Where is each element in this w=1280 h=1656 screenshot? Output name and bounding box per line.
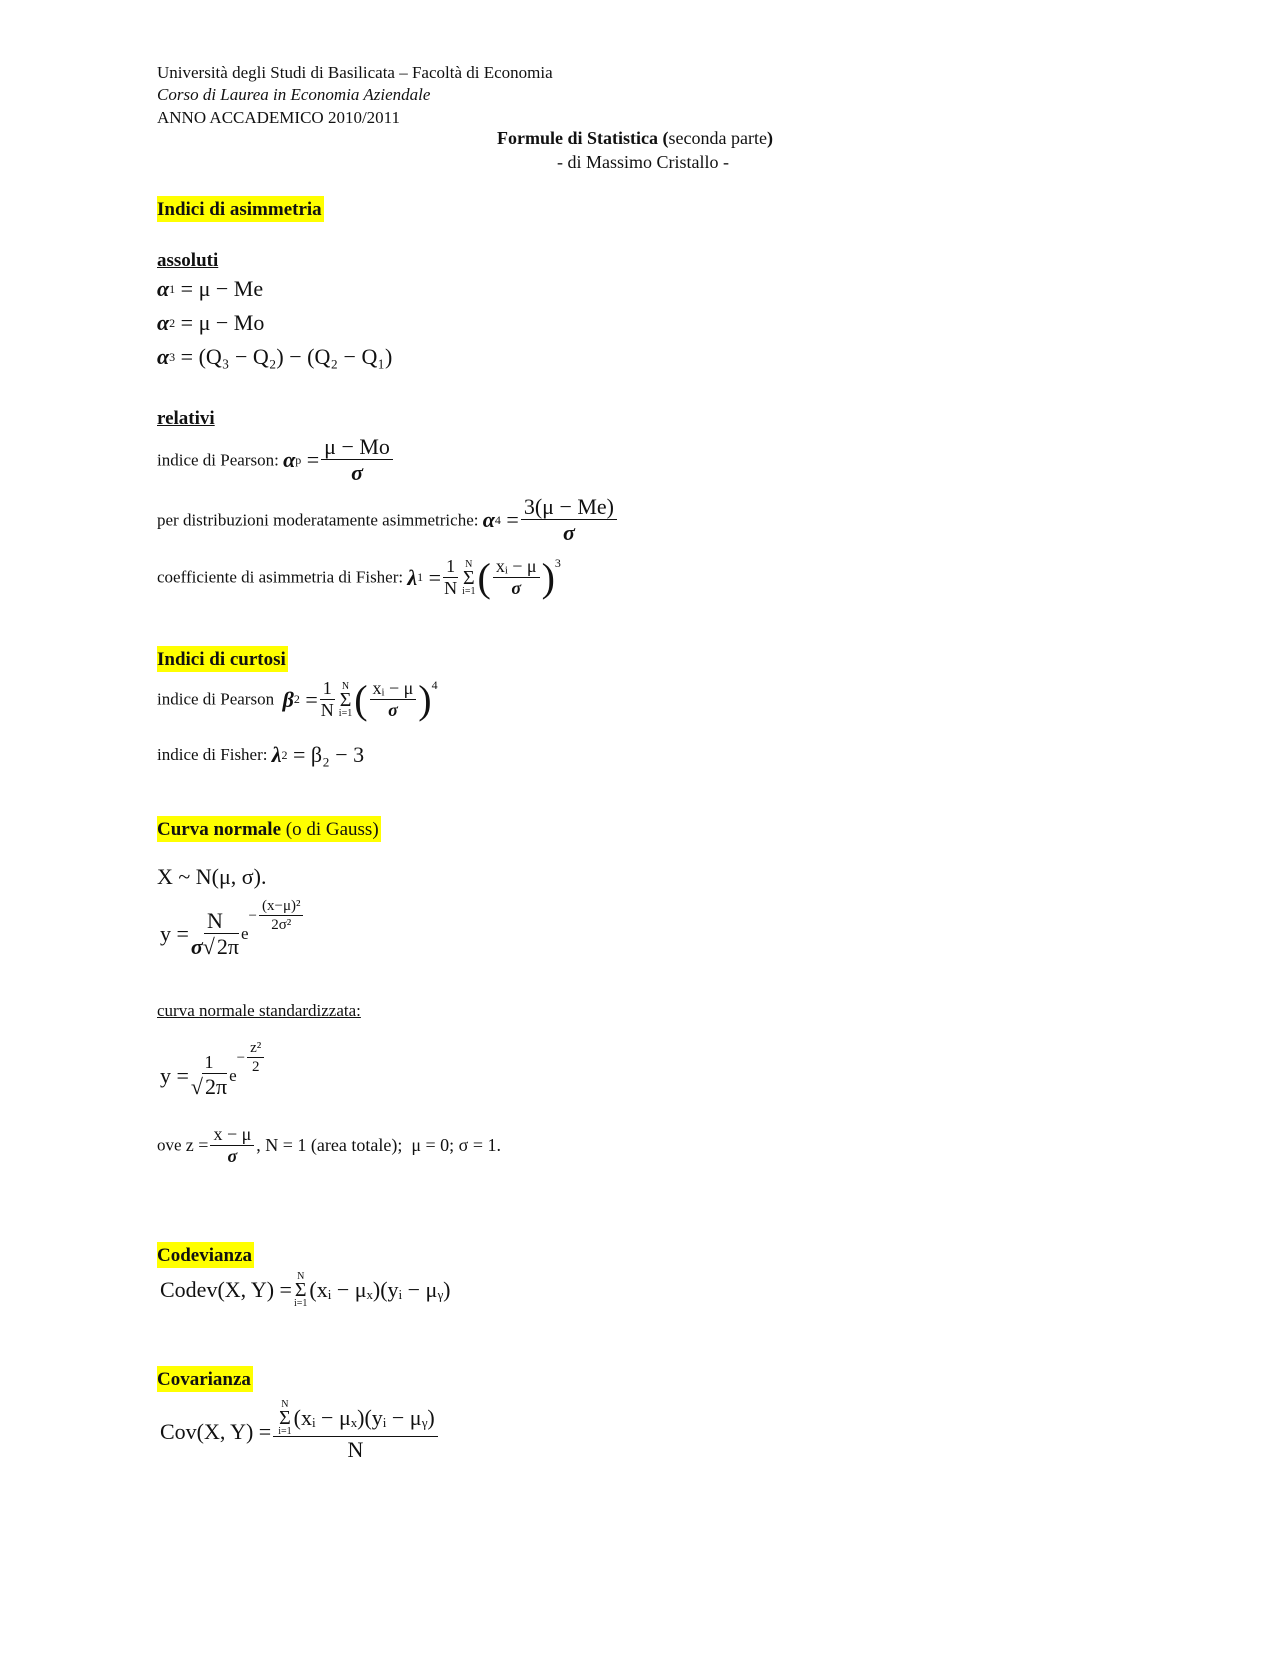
sym: α	[283, 447, 296, 473]
sum-top: N	[297, 1271, 305, 1282]
denominator: σ	[511, 577, 522, 598]
author: - di Massimo Cristallo -	[557, 152, 729, 172]
minus: −	[236, 1049, 246, 1066]
rhs: (xᵢ − μₓ)(yᵢ − μᵧ)	[293, 1405, 435, 1431]
sub: p	[295, 452, 302, 467]
heading-curtosi	[157, 649, 288, 671]
sum-bottom: i=1	[338, 707, 353, 719]
heading-text: Curva normale	[157, 819, 282, 840]
rest: , N = 1 (area totale);	[256, 1135, 403, 1156]
subheading-assoluti	[157, 250, 218, 272]
denominator: N	[347, 1437, 364, 1462]
sum-icon: Σ	[294, 1279, 307, 1301]
numerator: 3(μ − Me)	[521, 494, 617, 520]
exp-numerator: z²	[247, 1040, 264, 1058]
sub: 4	[494, 512, 501, 527]
formula-gauss: y = $\frac{N}{\sigma√2\pi}$ e − $\frac{\text{(x−μ)²}}{\text{2σ²}}$	[160, 908, 305, 961]
numerator: x − μ	[210, 1124, 254, 1146]
eq: =	[305, 686, 318, 712]
mu-value: μ = 0;	[411, 1135, 455, 1156]
sym: α	[157, 344, 170, 369]
formula-cov	[160, 1400, 440, 1463]
sub: 2	[293, 692, 300, 707]
e: e	[229, 1066, 237, 1086]
heading-text: Codevianza	[157, 1242, 254, 1268]
heading-covarianza	[157, 1369, 253, 1391]
minus: −	[248, 907, 257, 924]
subheading-text: relativi	[157, 408, 215, 429]
sub: 2	[169, 315, 176, 330]
sub: 3	[169, 349, 176, 364]
numerator: 1	[202, 1052, 217, 1074]
exp-denominator: 2σ²	[271, 917, 292, 934]
rhs: = μ − Me	[180, 276, 264, 301]
title-part: seconda parte	[668, 128, 767, 148]
n: N	[320, 699, 334, 720]
e: e	[240, 924, 249, 944]
sum-bottom: i=1	[278, 1426, 292, 1437]
formula-moderate	[157, 494, 619, 547]
sum-top: N	[341, 680, 350, 692]
std-label	[157, 1001, 361, 1021]
denominator: σ	[388, 699, 398, 720]
sum-icon: Σ	[339, 688, 352, 711]
sum-bottom: i=1	[293, 1298, 308, 1309]
subheading-relativi	[157, 408, 215, 430]
sum-bottom: i=1	[462, 585, 476, 597]
heading-asimmetria	[157, 199, 324, 221]
sym: β	[282, 686, 294, 712]
dist: X ~ N(μ, σ).	[157, 864, 267, 889]
lhs: Codev(X, Y) =	[160, 1277, 292, 1302]
z: z =	[185, 1135, 209, 1156]
exp-numerator: (x−μ)²	[259, 898, 304, 916]
n: N	[444, 577, 458, 598]
eq: =	[506, 507, 519, 533]
sub: 1	[417, 570, 424, 585]
subheading-text: assoluti	[157, 250, 219, 271]
lhs: y =	[160, 921, 189, 947]
rhs: = μ − Mo	[180, 310, 265, 335]
academic-year: ANNO ACCADEMICO 2010/2011	[157, 108, 401, 127]
exp-denominator: 2	[251, 1059, 260, 1076]
rhs: = β₂ − 3	[293, 742, 365, 767]
sym: λ	[271, 742, 282, 767]
denominator: σ	[227, 1145, 238, 1166]
root: 2π	[216, 934, 239, 960]
formula-alpha1	[157, 276, 263, 302]
sum-top: N	[281, 1399, 289, 1410]
formula-fisher-kurt	[157, 742, 364, 768]
one: 1	[320, 678, 335, 700]
rhs: = (Q₃ − Q₂) − (Q₂ − Q₁)	[180, 344, 393, 369]
formula-alpha2	[157, 310, 264, 336]
formula-normal-dist	[157, 864, 266, 890]
eq: =	[428, 564, 442, 590]
eq: =	[306, 447, 320, 473]
heading-text: Indici di asimmetria	[157, 196, 324, 222]
lhs: y =	[160, 1063, 189, 1089]
numerator: xᵢ − μ	[370, 678, 417, 700]
label: ove	[157, 1135, 182, 1155]
formula-std-normal: y = $\frac{1}{√2\pi}$ e − $\frac{\text{z²}}{2}$	[160, 1052, 266, 1100]
sum-top: N	[465, 558, 473, 570]
heading-note: (o di Gauss)	[285, 819, 379, 840]
sum-icon: Σ	[462, 566, 475, 589]
label: indice di Fisher:	[157, 745, 268, 764]
heading-codevianza	[157, 1245, 254, 1267]
formula-z	[157, 1124, 501, 1167]
lhs: Cov(X, Y) =	[160, 1418, 272, 1444]
denominator: σ	[351, 460, 363, 486]
heading-normale	[157, 819, 381, 841]
rhs: (xᵢ − μₓ)(yᵢ − μᵧ)	[309, 1277, 451, 1302]
label: indice di Pearson:	[157, 450, 279, 470]
course-line: Corso di Laurea in Economia Aziendale	[157, 85, 431, 104]
label: curva normale standardizzata:	[157, 1001, 361, 1020]
heading-text: Covarianza	[157, 1366, 253, 1392]
formula-fisher-asym: coefficiente di asimmetria di Fisher: λ 1 = $\frac{1}{N}$ N Σ i=1 ( $\frac{\text{xᵢ − μ}}{\sigma}$ ) $^3$	[157, 554, 561, 600]
sigma-value: σ = 1.	[458, 1135, 502, 1156]
formula-pearson-asym	[157, 434, 395, 487]
one: 1	[443, 556, 458, 578]
numerator: N	[204, 908, 226, 934]
heading-text: Indici di curtosi	[157, 646, 288, 672]
sym: α	[482, 507, 495, 533]
label: indice di Pearson	[157, 689, 275, 709]
sub: 2	[281, 747, 288, 762]
sub: 1	[169, 281, 176, 296]
sum-icon: Σ	[279, 1407, 291, 1429]
title-bold: Formule di Statistica (	[497, 128, 669, 148]
document-title	[497, 128, 773, 149]
formula-alpha3	[157, 344, 392, 370]
formula-codev	[160, 1272, 451, 1308]
power: 3	[554, 556, 561, 570]
formula-pearson-kurt: indice di Pearson β 2 = $\frac{1}{N}$ N Σ i=1 ( $\frac{\text{xᵢ − μ}}{\sigma}$ ) $^4$	[157, 676, 438, 722]
numerator: xᵢ − μ	[493, 556, 540, 578]
sym: α	[157, 276, 170, 301]
title-close: )	[766, 128, 773, 148]
numerator: μ − Mo	[321, 434, 393, 460]
sigma: σ	[190, 934, 203, 960]
university-line: Università degli Studi di Basilicata – Facoltà di Economia	[157, 63, 553, 82]
power: 4	[431, 678, 438, 692]
root: 2π	[205, 1073, 228, 1099]
denominator: σ	[562, 520, 575, 546]
sym: α	[157, 310, 170, 335]
label: per distribuzioni moderatamente asimmetriche:	[157, 510, 479, 530]
sym: λ	[407, 564, 418, 590]
label: coefficiente di asimmetria di Fisher:	[157, 567, 404, 587]
